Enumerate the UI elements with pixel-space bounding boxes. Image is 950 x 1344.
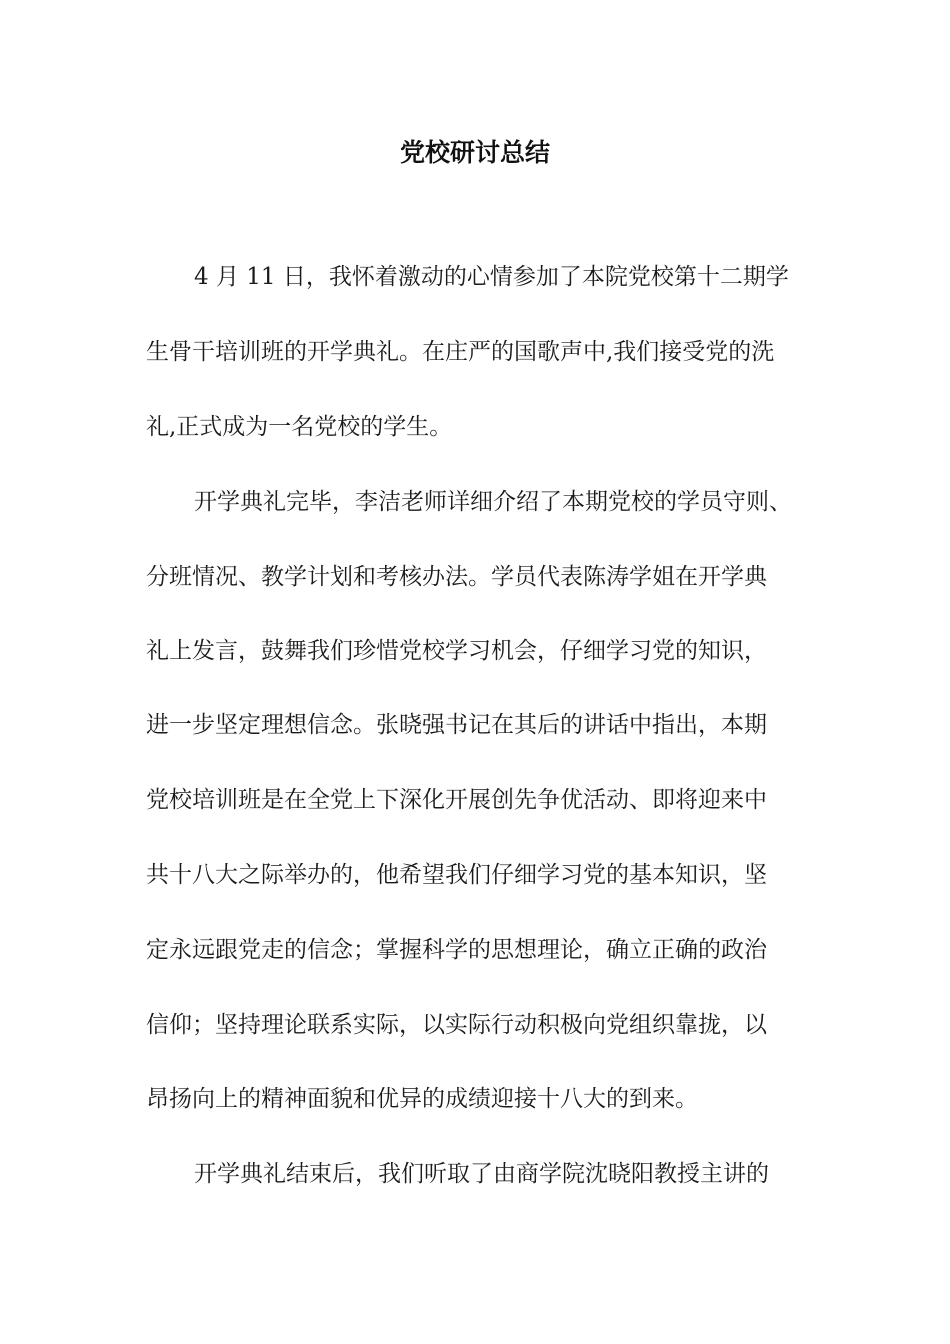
paragraph-1-line-2: 生骨干培训班的开学典礼。在庄严的国歌声中,我们接受党的洗: [146, 339, 775, 365]
document-title: 党校研讨总结: [399, 138, 550, 167]
paragraph-2-line-4: 进一步坚定理想信念。张晓强书记在其后的讲话中指出，本期: [146, 712, 767, 738]
paragraph-2-line-2: 分班情况、教学计划和考核办法。学员代表陈涛学姐在开学典: [146, 564, 767, 590]
paragraph-2-line-9: 昂扬向上的精神面貌和优异的成绩迎接十八大的到来。: [146, 1086, 698, 1112]
paragraph-2-line-5: 党校培训班是在全党上下深化开展创先争优活动、即将迎来中: [146, 787, 767, 813]
paragraph-3-line-1: 开学典礼结束后，我们听取了由商学院沈晓阳教授主讲的: [194, 1161, 769, 1187]
paragraph-2-line-3: 礼上发言，鼓舞我们珍惜党校学习机会，仔细学习党的知识，: [146, 638, 767, 664]
paragraph-1-line-3: 礼,正式成为一名党校的学生。: [146, 414, 453, 440]
paragraph-2-line-1: 开学典礼完毕，李洁老师详细介绍了本期党校的学员守则、: [194, 489, 792, 515]
paragraph-1-line-1: 4 月 11 日，我怀着激动的心情参加了本院党校第十二期学: [194, 264, 789, 290]
paragraph-2-line-6: 共十八大之际举办的，他希望我们仔细学习党的基本知识，坚: [146, 862, 767, 888]
paragraph-2-line-8: 信仰；坚持理论联系实际，以实际行动积极向党组织靠拢，以: [146, 1012, 767, 1038]
paragraph-2-line-7: 定永远跟党走的信念；掌握科学的思想理论，确立正确的政治: [146, 937, 767, 963]
